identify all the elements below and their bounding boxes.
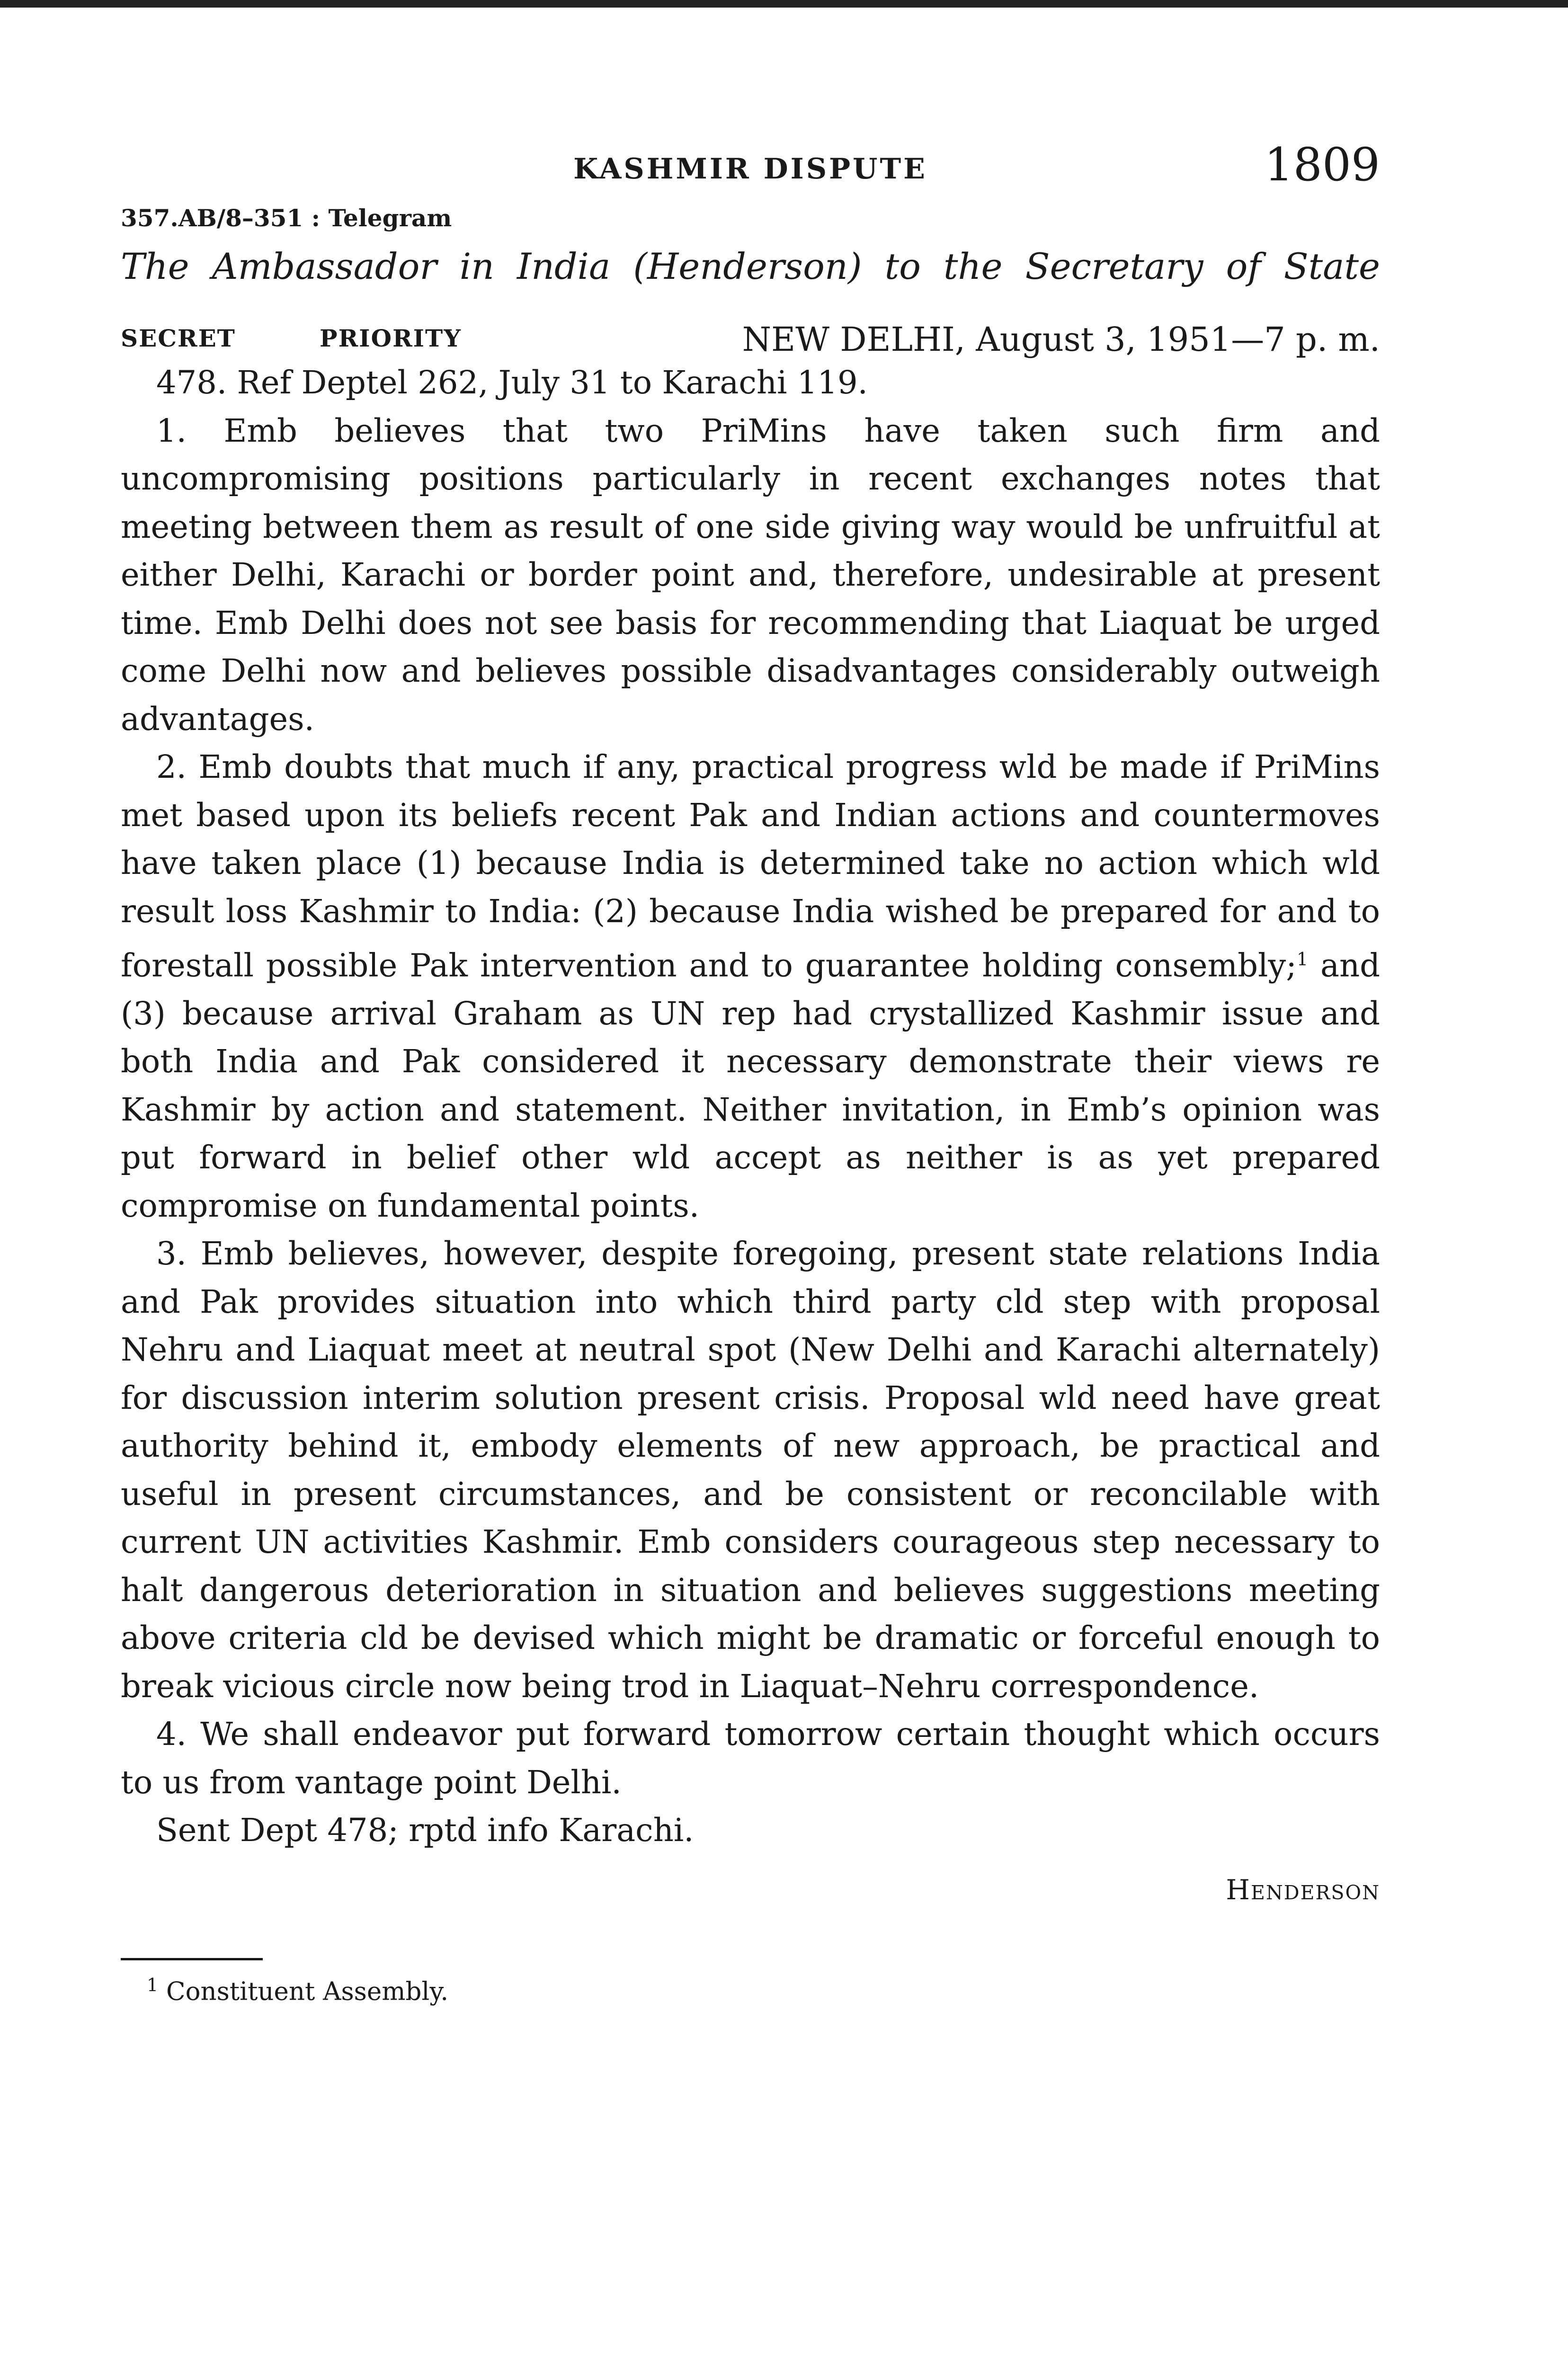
document-page xyxy=(121,138,1380,2006)
document-heading: The Ambassador in India (Henderson) to the Secretary of State xyxy=(121,245,1380,287)
page-number: 1809 xyxy=(1264,138,1380,191)
distribution-line: Sent Dept 478; rptd info Karachi. xyxy=(156,1812,694,1849)
page-top-edge xyxy=(0,0,1568,8)
running-head xyxy=(121,138,1380,199)
classification-label: SECRET xyxy=(121,324,236,352)
footnote-text: Constituent Assembly. xyxy=(166,1977,449,2006)
paragraph-2 xyxy=(121,743,1380,1230)
paragraph-2-continuation: and (3) because arrival Graham as UN rep had crystallized Kashmir issue and both India and Pak considered it necessary demonstrate their views re Kashmir by action and statement. Neither invitation, in Emb’s opinion was put forward in belief other wld accept as neither is as yet prepared compromise on fundamental points. xyxy=(121,947,1380,1224)
paragraph-2-text: 2. Emb doubts that much if any, practical progress wld be made if PriMins met based upon its beliefs recent Pak and Indian actions and countermoves have taken place (1) because India is determined take no action which wld result loss Kashmir to India: (2) because India wished be prepared for and to forestall possible Pak intervention and to guarantee holding consembly; xyxy=(121,748,1380,984)
running-title: KASHMIR DISPUTE xyxy=(573,152,927,186)
dateline: NEW DELHI, August 3, 1951—7 p. m. xyxy=(742,320,1380,359)
priority-label: PRIORITY xyxy=(320,324,462,352)
footnote-reference-marker: 1 xyxy=(1296,949,1308,970)
signature: Henderson xyxy=(1226,1873,1380,1906)
telegram-meta-line xyxy=(121,307,1380,359)
paragraph-1: 1. Emb believes that two PriMins have taken such firm and uncompromising positions particularly in recent exchanges notes that meeting between them as result of one side giving way would be unfruitful at either Delhi, Karachi or border point and, therefore, undesirable at present time. Emb Delhi does not see basis for recommending that Liaquat be urged come Delhi now and believes possible disadvantages considerably outweigh advantages. xyxy=(121,412,1380,738)
telegram-body xyxy=(121,359,1380,1855)
footnote xyxy=(121,1975,1380,2006)
document-reference: 357.AB/8–351 : Telegram xyxy=(121,204,452,232)
footnote-marker: 1 xyxy=(147,1974,159,1995)
paragraph-4: 4. We shall endeavor put forward tomorrow certain thought which occurs to us from vantage point Delhi. xyxy=(121,1716,1380,1801)
paragraph-reference: 478. Ref Deptel 262, July 31 to Karachi 119. xyxy=(156,364,868,401)
footnote-divider xyxy=(121,1958,263,1960)
paragraph-3: 3. Emb believes, however, despite foregoing, present state relations India and Pak provides situation into which third party cld step with proposal Nehru and Liaquat meet at neutral spot (New Delhi and Karachi alternately) for discussion interim solution present crisis. Proposal wld need have great authority behind it, embody elements of new approach, be practical and useful in present circumstances, and be consistent or reconcilable with current UN activities Kashmir. Emb considers courageous step necessary to halt dangerous deterioration in situation and believes suggestions meeting above criteria cld be devised which might be dramatic or forceful enough to break vicious circle now being trod in Liaquat–Nehru correspondence. xyxy=(121,1235,1380,1705)
